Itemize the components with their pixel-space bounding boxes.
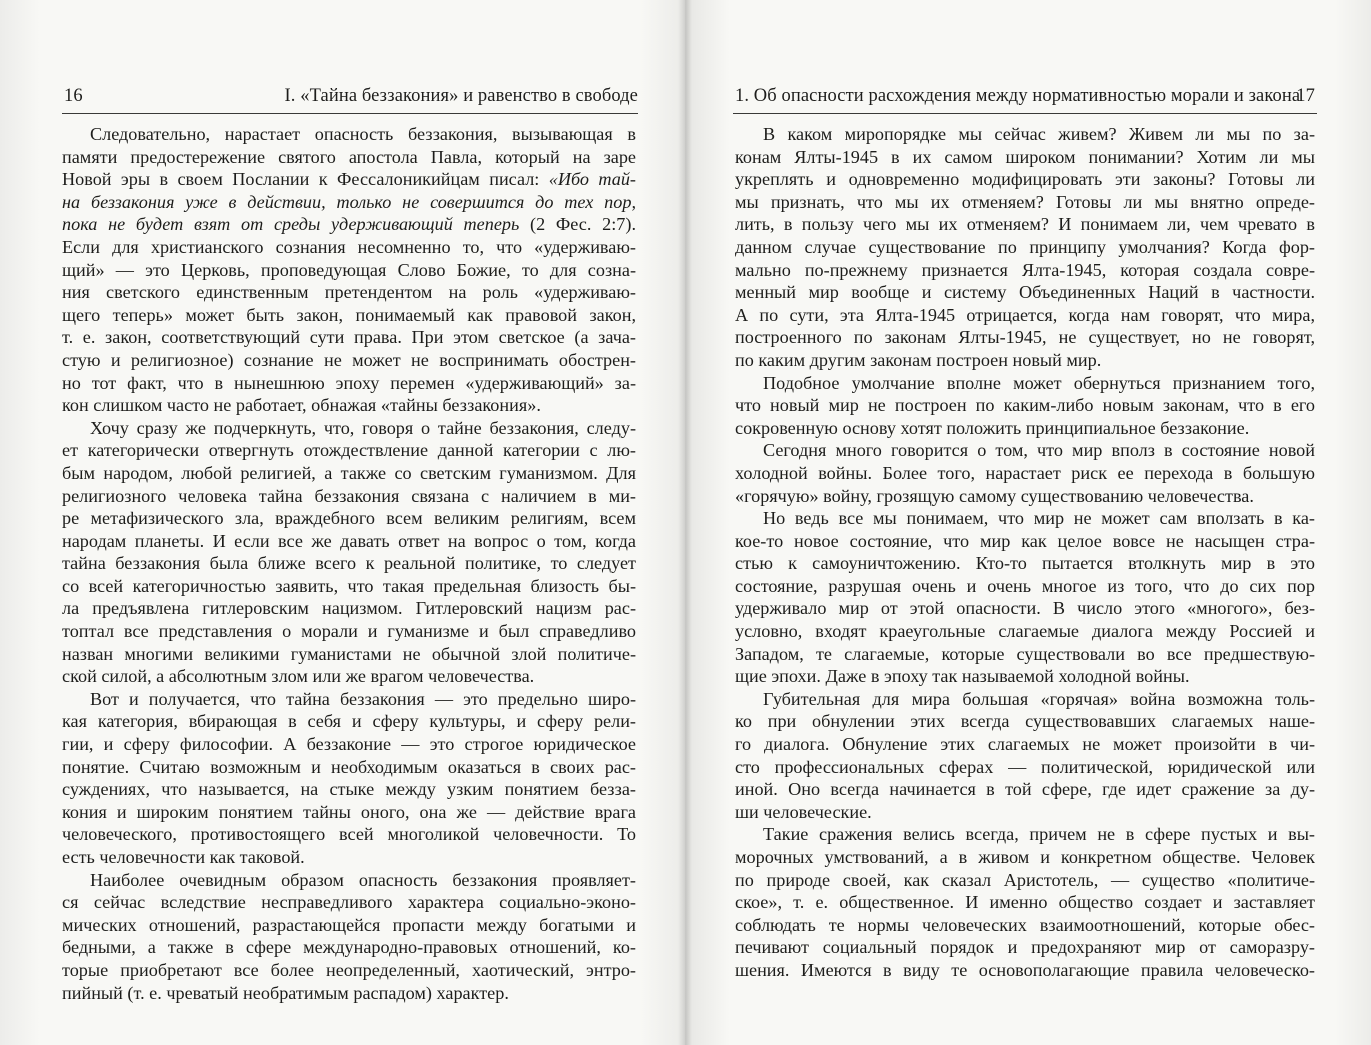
text-line: народам планеты. И если все же давать ответ на вопрос о том, когда	[62, 530, 636, 551]
text-line: щего теперь» может быть закон, понимаемый как правовой закон,	[62, 304, 636, 325]
text-line: тайна беззакония была ближе всего к реальной политике, то следует	[62, 553, 636, 574]
text-line: ре метафизического зла, враждебного всем великим религиям, всем	[62, 508, 636, 529]
text-line: холодной войны. Более того, нарастает риск ее перехода в большую	[735, 462, 1315, 483]
text-line: «горячую» войну, грозящую самому существованию человечества.	[735, 485, 1254, 506]
text-line: соблюдать те нормы человеческих взаимоотношений, которые обес-	[735, 914, 1315, 935]
text-line: со всей категоричностью заявить, что такая предельная близость бы-	[62, 575, 636, 596]
text-line: Вот и получается, что тайна беззакония — это предельно широ-	[90, 688, 636, 709]
text-line: Западом, те слагаемые, которые существовали во все предшествую-	[735, 643, 1315, 664]
text-line: ся сейчас вследствие несправедливого характера социально-эконо-	[62, 892, 636, 913]
left-running-head: I. «Тайна беззакония» и равенство в свободе	[284, 86, 638, 106]
text-line: кое-то новое состояние, что мир как целое вовсе не насыщен стра-	[735, 530, 1315, 551]
text-line: состояние, разрушая очень и очень многое из того, что до сих пор	[735, 575, 1315, 596]
text-line: пока не будет взят от среды удерживающий теперь (2 Фес. 2:7).	[62, 214, 636, 235]
text-line: понятие. Считаю возможным и необходимым оказаться в своих рас-	[62, 756, 636, 777]
text-line: торые приобретают все более неопределенный, хаотический, энтро-	[62, 959, 636, 980]
italic-quote: «Ибо тай-	[548, 169, 636, 190]
text-line: ской силой, а абсолютным злом или же врагом человечества.	[62, 666, 535, 687]
text-line: иной. Оно всегда начинается в той сфере, где идет сражение за ду-	[735, 779, 1315, 800]
right-running-head: 1. Об опасности расхождения между нормативностью морали и закона	[735, 86, 1301, 106]
text-line: но тот факт, что в нынешнюю эпоху перемен «удерживающий» за-	[62, 372, 636, 393]
text-line: Наиболее очевидным образом опасность беззакония проявляет-	[90, 869, 636, 890]
right-page-header	[735, 86, 1315, 110]
text-line: укреплять и одновременно модифицировать эти законы? Готовы ли	[735, 169, 1315, 190]
text-line: мально по-прежнему признается Ялта-1945, которая создала совре-	[735, 259, 1315, 280]
text-line-italic: на беззакония уже в действии, только не совершится до тех пор,	[62, 191, 636, 212]
text-line: конам Ялты-1945 в их самом широком понимании? Хотим ли мы	[735, 146, 1315, 167]
text-line: по каким другим законам построен новый мир.	[735, 349, 1102, 370]
text-line: кон слишком часто не работает, обнажая «тайны беззакония».	[62, 395, 541, 416]
text-line: Сегодня много говорится о том, что мир вполз в состояние новой	[763, 440, 1315, 461]
text-line: т. е. закон, соответствующий сути права. При этом светское (а зача-	[62, 327, 636, 348]
text-line: топтал все представления о морали и гуманизме и был справедливо	[62, 621, 636, 642]
text-line: Губительная для мира большая «горячая» война возможна толь-	[763, 688, 1315, 709]
text-line: бым народом, любой религией, а также со светским гуманизмом. Для	[62, 462, 636, 483]
text-line: памяти предостережение святого апостола Павла, который на заре	[62, 146, 636, 167]
right-page-number: 17	[1296, 86, 1315, 106]
text-line: религиозного человека тайна беззакония связана с наличием в ми-	[62, 485, 636, 506]
text-line: лить, в пользу чего мы их отменяем? И понимаем ли, чем чревато в	[735, 214, 1315, 235]
right-body-text	[735, 123, 1315, 982]
text-line: ет категорически отвергнуть отождествление данной категории с лю-	[62, 440, 636, 461]
left-page-header	[64, 86, 638, 110]
text-line: назван многими великими гуманистами не обычной злой политиче-	[62, 643, 636, 664]
text-line: ское», т. е. общественное. И именно общество создает и заставляет	[735, 892, 1315, 913]
text-line: стью к самоуничтожению. Кто-то пытается втолкнуть мир в это	[735, 553, 1315, 574]
text-line: шения. Имеются в виду те основополагающие правила человеческо-	[735, 959, 1315, 980]
text-line: суждениях, что называется, на стыке между узким понятием безза-	[62, 779, 636, 800]
text-line: щий» — это Церковь, проповедующая Слово Божие, то для созна-	[62, 259, 636, 280]
text-line: ния светского единственным претендентом на роль «удерживаю-	[62, 282, 636, 303]
left-page-number: 16	[64, 86, 83, 106]
text-line: В каком миропорядке мы сейчас живем? Живем ли мы по за-	[763, 124, 1315, 144]
text-line: стую и религиозное) сознание не может не воспринимать обострен-	[62, 349, 636, 370]
text-line: данном случае существование по принципу умолчания? Когда фор-	[735, 236, 1315, 257]
text-line: морочных умствований, а в живом и конкретном обществе. Человек	[735, 847, 1315, 867]
text-line: щие эпохи. Даже в эпоху так называемой холодной войны.	[735, 666, 1190, 687]
text-line: условно, входят краеугольные слагаемые диалога между Россией и	[735, 621, 1315, 642]
text-line: Такие сражения велись всегда, причем не в сфере пустых и вы-	[763, 824, 1315, 845]
text-line: менный мир вообще и систему Объединенных Наций в частности.	[735, 282, 1315, 303]
text-line: Следовательно, нарастает опасность беззакония, вызывающая в	[90, 124, 636, 144]
text-line: мических отношений, разрастающейся пропасти между богатыми и	[62, 914, 636, 935]
text-line: кония и широким понятием тайны оного, она же — действие врага	[62, 801, 636, 822]
text-line: пийный (т. е. чреватый необратимым распадом) характер.	[62, 982, 509, 1003]
text-line: что новый мир не построен по каким-либо новым законам, что в его	[735, 395, 1315, 416]
text-line: Но ведь все мы понимаем, что мир не может сам вползать в ка-	[763, 508, 1315, 529]
text-line: по природе своей, как сказал Аристотель, — существо «политиче-	[735, 869, 1315, 890]
text-line: мы признать, что мы их отменяем? Готовы ли мы внятно опреде-	[735, 191, 1315, 212]
text-line: удерживало мир от этой опасности. В число этого «многого», без-	[735, 598, 1315, 619]
text-line: А по сути, эта Ялта-1945 отрицается, когда нам говорят, что мира,	[735, 304, 1315, 325]
book-gutter	[678, 0, 692, 1045]
text-line: гии, и сферу философии. А беззаконие — это строгое юридическое	[62, 734, 636, 755]
text-line: ко при обнулении этих всегда существовавших слагаемых наше-	[735, 711, 1315, 732]
text-line: Подобное умолчание вполне может обернуться признанием того,	[763, 372, 1315, 393]
text-line: кая категория, вбирающая в себя и сферу культуры, и сферу рели-	[62, 711, 636, 732]
text-line: есть человечности как таковой.	[62, 847, 305, 867]
text-line: Новой эры в своем Послании к Фессалоникийцам писал: «Ибо тай-	[62, 169, 636, 190]
text-line: Если для христианского сознания несомненно то, что «удерживаю-	[62, 236, 636, 257]
citation: (2 Фес. 2:7).	[530, 214, 636, 235]
right-page	[685, 0, 1371, 1045]
left-page	[0, 0, 685, 1045]
text-line: бедными, а также в сфере международно-правовых отношений, ко-	[62, 937, 636, 958]
text-line: сто профессиональных сферах — политической, юридической или	[735, 756, 1315, 777]
left-body-text	[62, 123, 636, 1004]
right-header-rule	[733, 113, 1317, 114]
text-line: ла предъявлена гитлеровским нацизмом. Гитлеровский нацизм рас-	[62, 598, 636, 619]
text-line: человеческого, противостоящего всей многоликой человечности. То	[62, 824, 636, 845]
text-line: го диалога. Обнуление этих слагаемых не может произойти в чи-	[735, 734, 1315, 755]
text-line: сокровенную основу хотят положить принципиальное беззаконие.	[735, 417, 1250, 438]
text-line: ши человеческие.	[735, 801, 872, 822]
text-line: Хочу сразу же подчеркнуть, что, говоря о тайне беззакония, следу-	[90, 417, 636, 438]
text-line: построенного по законам Ялты-1945, не существует, но не говорят,	[735, 327, 1315, 348]
left-header-rule	[62, 113, 638, 114]
text-line: печивают социальный порядок и предохраняют мир от саморазру-	[735, 937, 1315, 958]
